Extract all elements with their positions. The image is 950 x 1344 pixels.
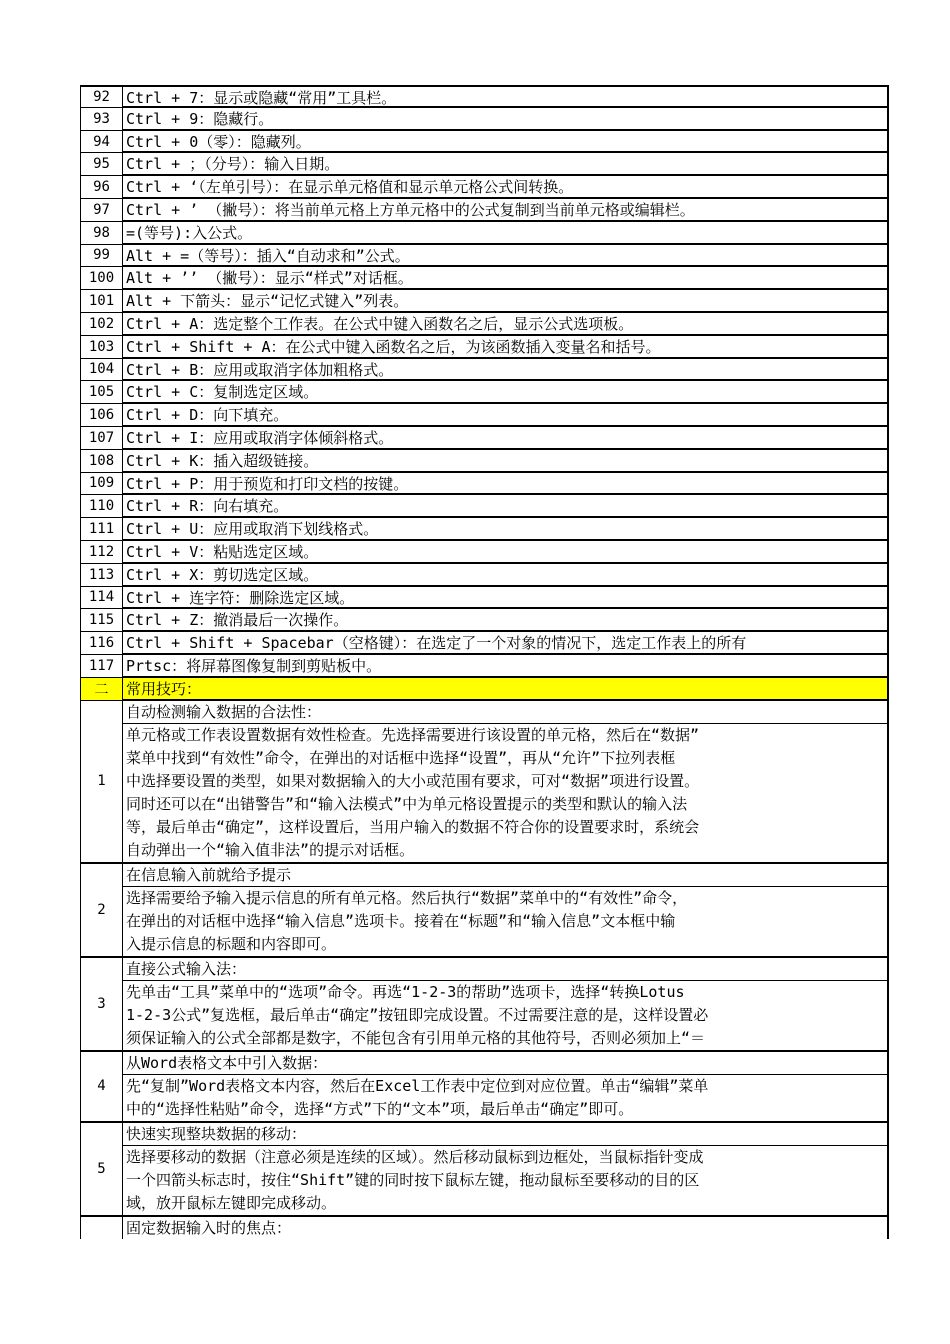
shortcut-cell[interactable]: Ctrl + K：插入超级链接。 bbox=[123, 450, 889, 473]
tip-body bbox=[123, 887, 887, 956]
shortcut-cell[interactable]: Prtsc：将屏幕图像复制到剪贴板中。 bbox=[123, 655, 889, 678]
table-row[interactable] bbox=[80, 245, 889, 268]
shortcut-cell[interactable]: Ctrl + Shift + A：在公式中键入函数名之后，为该函数插入变量名和括号。 bbox=[123, 336, 889, 359]
table-row[interactable] bbox=[80, 655, 889, 678]
shortcut-cell[interactable]: Ctrl + Shift + Spacebar（空格键）：在选定了一个对象的情况下，选定工作表上的所有 bbox=[123, 632, 889, 655]
row-number[interactable]: 107 bbox=[80, 427, 123, 450]
tip-cell[interactable] bbox=[123, 1217, 889, 1239]
table-row[interactable] bbox=[80, 473, 889, 496]
shortcut-cell[interactable]: Ctrl + 9：隐藏行。 bbox=[123, 108, 889, 131]
row-number[interactable]: 99 bbox=[80, 245, 123, 268]
shortcut-cell[interactable]: Ctrl + D：向下填充。 bbox=[123, 404, 889, 427]
row-number[interactable]: 105 bbox=[80, 381, 123, 404]
table-row[interactable] bbox=[80, 495, 889, 518]
tip-line: 自动弹出一个“输入值非法”的提示对话框。 bbox=[126, 840, 415, 859]
row-number[interactable]: 93 bbox=[80, 108, 123, 131]
row-number[interactable]: 117 bbox=[80, 655, 123, 678]
table-row[interactable] bbox=[80, 404, 889, 427]
table-row[interactable] bbox=[80, 427, 889, 450]
shortcut-cell[interactable]: Ctrl + ‘（左单引号）：在显示单元格值和显示单元格公式间转换。 bbox=[123, 176, 889, 199]
row-number[interactable]: 95 bbox=[80, 153, 123, 176]
row-number[interactable]: 100 bbox=[80, 267, 123, 290]
table-row[interactable] bbox=[80, 564, 889, 587]
table-row[interactable] bbox=[80, 176, 889, 199]
shortcut-cell[interactable]: Ctrl + C：复制选定区域。 bbox=[123, 381, 889, 404]
tip-number[interactable]: 2 bbox=[80, 864, 123, 958]
table-row[interactable] bbox=[80, 313, 889, 336]
table-row[interactable] bbox=[80, 381, 889, 404]
table-row[interactable] bbox=[80, 541, 889, 564]
shortcut-cell[interactable]: Ctrl + R：向右填充。 bbox=[123, 495, 889, 518]
tip-line: 入提示信息的标题和内容即可。 bbox=[126, 934, 337, 953]
tip-line: 中的“选择性粘贴”命令，选择“方式”下的“文本”项，最后单击“确定”即可。 bbox=[126, 1099, 634, 1118]
table-row[interactable] bbox=[80, 108, 889, 131]
row-number[interactable]: 109 bbox=[80, 473, 123, 496]
row-number[interactable]: 112 bbox=[80, 541, 123, 564]
tip-body bbox=[123, 1146, 887, 1215]
table-row[interactable] bbox=[80, 518, 889, 541]
row-number[interactable]: 106 bbox=[80, 404, 123, 427]
tip-body bbox=[123, 1075, 887, 1121]
tip-line: 须保证输入的公式全部都是数字，不能包含有引用单元格的其他符号，否则必须加上“＝ bbox=[126, 1028, 706, 1047]
tip-row[interactable] bbox=[80, 958, 889, 1052]
shortcut-cell[interactable]: Ctrl + A：选定整个工作表。在公式中键入函数名之后，显示公式选项板。 bbox=[123, 313, 889, 336]
table-row[interactable] bbox=[80, 85, 889, 108]
shortcut-cell[interactable]: Ctrl + 连字符：删除选定区域。 bbox=[123, 587, 889, 610]
shortcut-cell[interactable]: Alt + 下箭头：显示“记忆式键入”列表。 bbox=[123, 290, 889, 313]
row-number[interactable]: 98 bbox=[80, 222, 123, 245]
shortcut-cell[interactable]: Ctrl + B：应用或取消字体加粗格式。 bbox=[123, 359, 889, 382]
tip-line: 选择需要给予输入提示信息的所有单元格。然后执行“数据”菜单中的“有效性”命令， bbox=[126, 888, 688, 907]
shortcut-cell[interactable]: Alt + ’’ （撇号）：显示“样式”对话框。 bbox=[123, 267, 889, 290]
tip-title: 快速实现整块数据的移动： bbox=[123, 1123, 887, 1146]
shortcut-cell[interactable]: Alt + =（等号）：插入“自动求和”公式。 bbox=[123, 245, 889, 268]
row-number[interactable]: 103 bbox=[80, 336, 123, 359]
shortcut-cell[interactable]: Ctrl + X：剪切选定区域。 bbox=[123, 564, 889, 587]
shortcut-cell[interactable]: Ctrl + V：粘贴选定区域。 bbox=[123, 541, 889, 564]
row-number[interactable]: 102 bbox=[80, 313, 123, 336]
row-number[interactable]: 115 bbox=[80, 609, 123, 632]
row-number[interactable]: 116 bbox=[80, 632, 123, 655]
table-row[interactable] bbox=[80, 450, 889, 473]
shortcut-cell[interactable]: Ctrl + I：应用或取消字体倾斜格式。 bbox=[123, 427, 889, 450]
tip-number[interactable]: 1 bbox=[80, 701, 123, 864]
tip-line: 域，放开鼠标左键即完成移动。 bbox=[126, 1193, 337, 1212]
tip-row[interactable] bbox=[80, 1217, 889, 1239]
tip-number[interactable]: 4 bbox=[80, 1052, 123, 1123]
tip-title: 从Word表格文本中引入数据： bbox=[123, 1052, 887, 1075]
tip-title: 固定数据输入时的焦点： bbox=[126, 1218, 292, 1237]
tip-cell[interactable] bbox=[123, 958, 889, 1052]
table-row[interactable] bbox=[80, 359, 889, 382]
table-row[interactable] bbox=[80, 199, 889, 222]
tip-line: 中选择要设置的类型，如果对数据输入的大小或范围有要求，可对“数据”项进行设置。 bbox=[126, 771, 700, 790]
table-row[interactable] bbox=[80, 290, 889, 313]
shortcut-cell[interactable]: =(等号):入公式。 bbox=[123, 222, 889, 245]
row-number[interactable]: 101 bbox=[80, 290, 123, 313]
tip-title: 直接公式输入法： bbox=[123, 958, 887, 981]
row-number[interactable]: 110 bbox=[80, 495, 123, 518]
section-number[interactable]: 二 bbox=[80, 678, 123, 701]
shortcut-cell[interactable]: Ctrl + U：应用或取消下划线格式。 bbox=[123, 518, 889, 541]
shortcut-cell[interactable]: Ctrl + 0（零）：隐藏列。 bbox=[123, 131, 889, 154]
tip-row[interactable] bbox=[80, 1052, 889, 1123]
tip-body bbox=[123, 981, 887, 1050]
table-row[interactable] bbox=[80, 131, 889, 154]
tip-cell[interactable] bbox=[123, 1052, 889, 1123]
tip-row[interactable] bbox=[80, 701, 889, 864]
tip-cell[interactable] bbox=[123, 701, 889, 864]
row-number[interactable]: 94 bbox=[80, 131, 123, 154]
tip-line: 同时还可以在“出错警告”和“输入法模式”中为单元格设置提示的类型和默认的输入法 bbox=[126, 794, 688, 813]
tip-number[interactable]: 5 bbox=[80, 1123, 123, 1217]
tip-title: 在信息输入前就给予提示 bbox=[123, 864, 887, 887]
tip-line: 先单击“工具”菜单中的“选项”命令。再选“1-2-3的帮助”选项卡，选择“转换Lotus bbox=[126, 982, 685, 1001]
shortcut-cell[interactable]: Ctrl + ；（分号）：输入日期。 bbox=[123, 153, 889, 176]
section-title[interactable]: 常用技巧： bbox=[123, 678, 889, 701]
tip-line: 先“复制”Word表格文本内容，然后在Excel工作表中定位到对应位置。单击“编辑”菜单 bbox=[126, 1076, 709, 1095]
tip-row[interactable] bbox=[80, 1123, 889, 1217]
section-header-row[interactable] bbox=[80, 678, 889, 701]
tip-line: 单元格或工作表设置数据有效性检查。先选择需要进行该设置的单元格，然后在“数据” bbox=[126, 725, 700, 744]
shortcut-cell[interactable]: Ctrl + 7：显示或隐藏“常用”工具栏。 bbox=[123, 85, 889, 108]
tip-line: 1-2-3公式”复选框，最后单击“确定”按钮即完成设置。不过需要注意的是，这样设置必 bbox=[126, 1005, 709, 1024]
tip-line: 一个四箭头标志时，按住“Shift”键的同时按下鼠标左键，拖动鼠标至要移动的目的区 bbox=[126, 1170, 700, 1189]
tip-line: 选择要移动的数据（注意必须是连续的区域）。然后移动鼠标到边框处，当鼠标指针变成 bbox=[126, 1147, 704, 1166]
row-number[interactable]: 96 bbox=[80, 176, 123, 199]
table-row[interactable] bbox=[80, 336, 889, 359]
tip-cell[interactable] bbox=[123, 864, 889, 958]
spreadsheet-table bbox=[80, 85, 889, 1239]
row-number[interactable]: 111 bbox=[80, 518, 123, 541]
tip-cell[interactable] bbox=[123, 1123, 889, 1217]
shortcut-cell[interactable]: Ctrl + Z：撤消最后一次操作。 bbox=[123, 609, 889, 632]
tip-line: 菜单中找到“有效性”命令，在弹出的对话框中选择“设置”，再从“允许”下拉列表框 bbox=[126, 748, 676, 767]
row-number[interactable]: 97 bbox=[80, 199, 123, 222]
tip-line: 在弹出的对话框中选择“输入信息”选项卡。接着在“标题”和“输入信息”文本框中输 bbox=[126, 911, 676, 930]
table-row[interactable] bbox=[80, 632, 889, 655]
table-row[interactable] bbox=[80, 222, 889, 245]
tip-number[interactable] bbox=[80, 1217, 123, 1239]
row-number[interactable]: 113 bbox=[80, 564, 123, 587]
table-row[interactable] bbox=[80, 609, 889, 632]
shortcut-cell[interactable]: Ctrl + P：用于预览和打印文档的按键。 bbox=[123, 473, 889, 496]
row-number[interactable]: 104 bbox=[80, 359, 123, 382]
tip-line: 等，最后单击“确定”，这样设置后，当用户输入的数据不符合你的设置要求时，系统会 bbox=[126, 817, 700, 836]
tip-row[interactable] bbox=[80, 864, 889, 958]
tip-body bbox=[123, 724, 887, 862]
tip-number[interactable]: 3 bbox=[80, 958, 123, 1052]
tip-title: 自动检测输入数据的合法性： bbox=[123, 701, 887, 724]
table-row[interactable] bbox=[80, 153, 889, 176]
row-number[interactable]: 114 bbox=[80, 587, 123, 610]
shortcut-cell[interactable]: Ctrl + ’ （撇号）：将当前单元格上方单元格中的公式复制到当前单元格或编辑栏。 bbox=[123, 199, 889, 222]
row-number[interactable]: 108 bbox=[80, 450, 123, 473]
table-row[interactable] bbox=[80, 587, 889, 610]
row-number[interactable]: 92 bbox=[80, 85, 123, 108]
table-row[interactable] bbox=[80, 267, 889, 290]
